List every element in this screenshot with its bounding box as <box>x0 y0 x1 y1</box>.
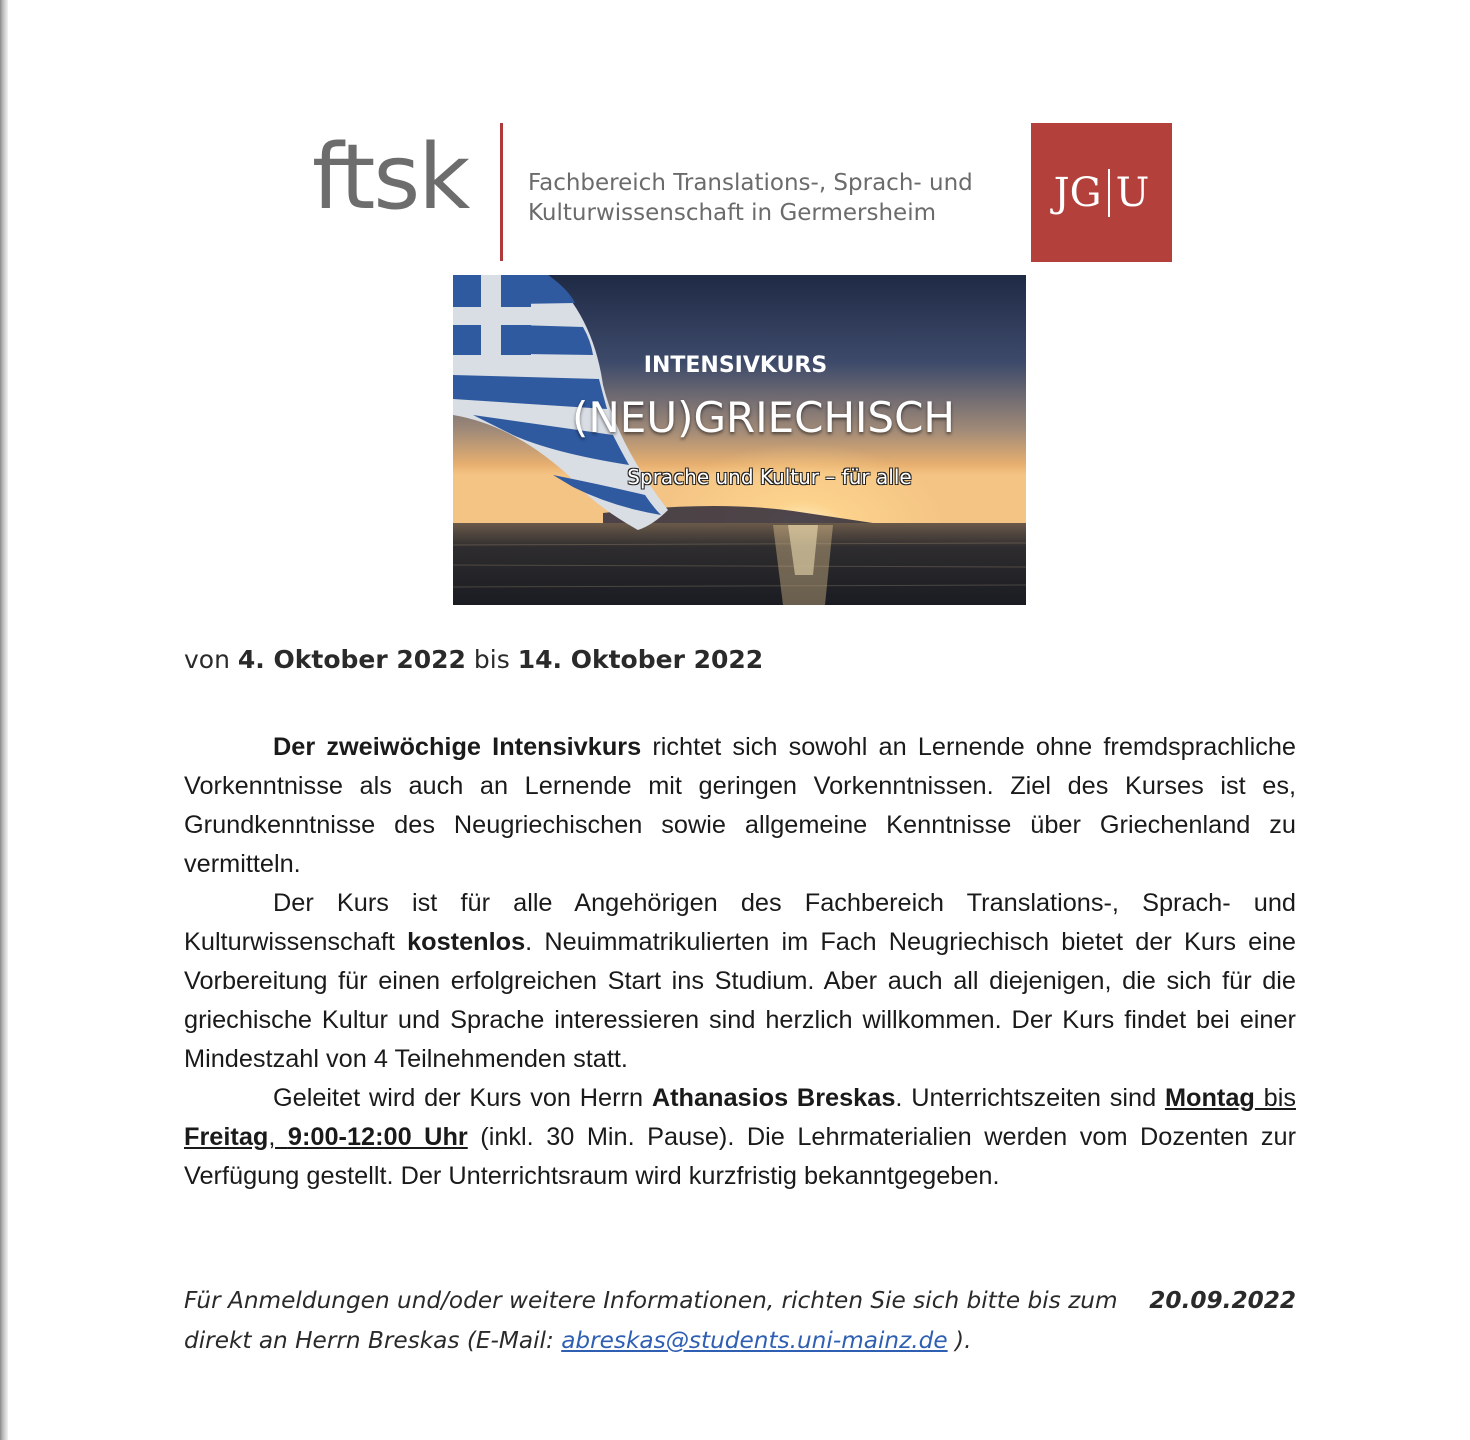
paragraph-1-text: richtet sich sowohl an Lernende ohne fremdsprachliche Vorkenntnisse als auch an Lernende mit geringen Vorkenntnissen. Ziel des Kurses ist es, Grundkenntnisse des Neugriechischen sowie allgemeine Kenntnisse über Griechenland zu vermitteln. <box>184 733 1296 878</box>
jgu-logo-bar <box>1108 169 1110 217</box>
paragraph-2-after: . Neuimmatrikulierten im Fach Neugriechisch bietet der Kurs eine Vorbereitung für einen erfolgreichen Start ins Studium. Aber auch all diejenigen, die sich für die griechische Kultur und Sprache interessieren sind herzlich willkommen. Der Kurs findet bei einer Mindestzahl von 4 Teilnehmenden statt. <box>184 928 1296 1073</box>
ftsk-logo-wordmark: ftsk <box>312 125 469 230</box>
paragraph-3-after: (inkl. 30 Min. Pause). Die Lehrmaterialien werden vom Dozenten zur Verfügung gestellt. Der Unterrichtsraum wird kurzfristig bekanntgegeben. <box>184 1123 1296 1190</box>
registration-deadline: 20.09.2022 <box>1149 1287 1296 1314</box>
course-dates <box>184 645 763 674</box>
paragraph-2-before: Der Kurs ist für alle Angehörigen des Fachbereich Translations-, Sprach- und Kulturwissenschaft <box>184 889 1296 956</box>
course-banner-image <box>453 275 1026 605</box>
day-start: Montag <box>1164 1084 1255 1112</box>
paragraph-1 <box>184 728 1296 884</box>
class-time: 9:00-12:00 Uhr <box>287 1123 468 1151</box>
date-end: 14. Oktober 2022 <box>517 645 764 674</box>
ftsk-fullname-line2: Kulturwissenschaft in Germersheim <box>528 200 936 226</box>
date-prefix: von <box>184 645 230 674</box>
paragraph-3-mid: . Unterrichtszeiten sind <box>895 1084 1165 1112</box>
instructor-name: Athanasios Breskas <box>651 1084 896 1112</box>
banner-kicker: INTENSIVKURS <box>643 353 828 378</box>
paragraph-2 <box>184 884 1296 1079</box>
day-end: Freitag <box>184 1123 269 1151</box>
banner-subtitle: Sprache und Kultur – für alle <box>627 465 912 489</box>
ftsk-fullname-line1: Fachbereich Translations-, Sprach- und <box>528 170 973 196</box>
contact-line-1-text: Für Anmeldungen und/oder weitere Informationen, richten Sie sich bitte bis zum <box>184 1287 1118 1314</box>
date-start: 4. Oktober 2022 <box>237 645 466 674</box>
date-middle: bis <box>473 645 510 674</box>
banner-title: (NEU)GRIECHISCH <box>572 393 955 442</box>
window-left-edge <box>0 0 8 1440</box>
contact-line-2-after: ). <box>947 1327 972 1354</box>
paragraph-2-bold: kostenlos <box>407 928 526 956</box>
day-separator: bis <box>1254 1084 1296 1112</box>
ftsk-logo-divider <box>500 123 503 261</box>
jgu-logo <box>1031 123 1172 262</box>
paragraph-3 <box>184 1079 1296 1196</box>
contact-line-1 <box>184 1281 1296 1321</box>
registration-contact <box>184 1281 1296 1361</box>
jgu-logo-left: JG <box>1053 169 1102 216</box>
ftsk-logo-fullname <box>528 168 973 228</box>
course-description <box>184 728 1296 1196</box>
time-separator: , <box>268 1123 288 1151</box>
contact-email-link[interactable]: abreskas@students.uni-mainz.de <box>561 1327 948 1354</box>
jgu-logo-right: U <box>1115 169 1150 216</box>
paragraph-3-before: Geleitet wird der Kurs von Herrn <box>273 1084 652 1112</box>
contact-line-2-before: direkt an Herrn Breskas (E-Mail: <box>184 1327 562 1354</box>
contact-line-2 <box>184 1321 1296 1361</box>
paragraph-1-lead: Der zweiwöchige Intensivkurs <box>273 733 642 761</box>
